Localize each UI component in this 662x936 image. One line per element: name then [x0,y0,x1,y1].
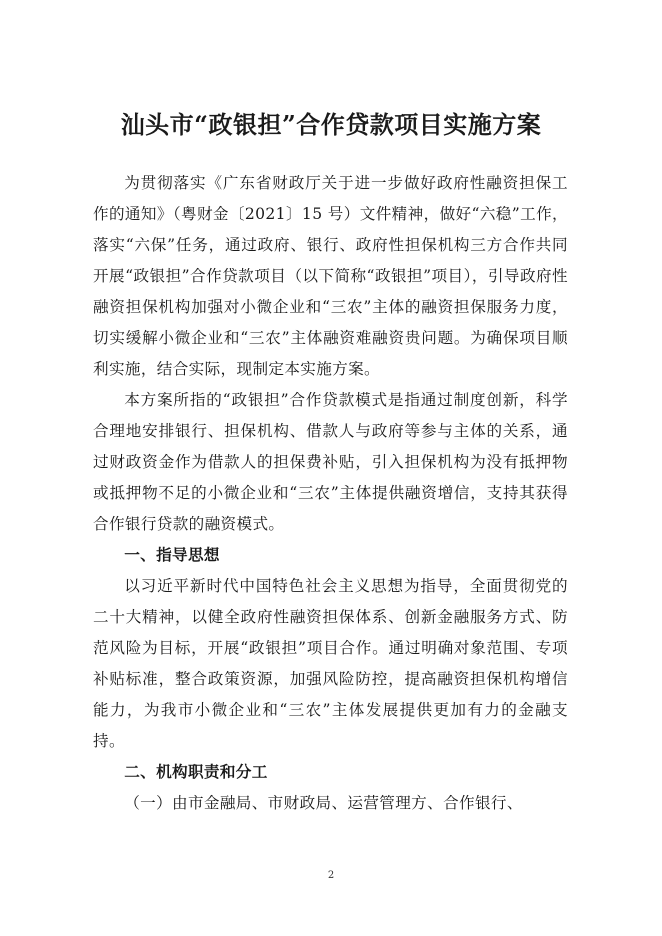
guiding-ideology-paragraph: 以习近平新时代中国特色社会主义思想为指导，全面贯彻党的二十大精神，以健全政府性融资担保体系、创新金融服务方式、防范风险为目标，开展“政银担”项目合作。通过明确对象范围、专项补贴标准，整合政策资源，加强风险防控，提高融资担保机构增信能力，为我市小微企业和“三农”主体发展提供更加有力的金融支持。 [93,577,568,750]
section-heading-responsibilities: 二、机构职责和分工 [124,763,268,781]
page-number: 2 [327,870,335,881]
intro-paragraph: 为贯彻落实《广东省财政厅关于进一步做好政府性融资担保工作的通知》（粤财金〔2021〕15 号）文件精神，做好“六稳”工作，落实“六保”任务，通过政府、银行、政府性担保机构三方合作共同开展“政银担”合作贷款项目（以下简称“政银担”项目），引导政府性融资担保机构加强对小微企业和“三农”主体的融资担保服务力度，切实缓解小微企业和“三农”主体融资难融资贵问题。为确保项目顺利实施，结合实际，现制定本实施方案。 [93,174,568,378]
responsibilities-item-1: （一）由市金融局、市财政局、运营管理方、合作银行、 [124,794,523,812]
document-title: 汕头市“政银担”合作贷款项目实施方案 [120,110,542,139]
section-heading-guiding-ideology: 一、指导思想 [124,546,220,564]
document-body [93,168,568,819]
definition-paragraph: 本方案所指的“政银担”合作贷款模式是指通过制度创新，科学合理地安排银行、担保机构、借款人与政府等参与主体的关系，通过财政资金作为借款人的担保费补贴，引入担保机构为没有抵押物或抵押物不足的小微企业和“三农”主体提供融资增信，支持其获得合作银行贷款的融资模式。 [93,391,568,533]
